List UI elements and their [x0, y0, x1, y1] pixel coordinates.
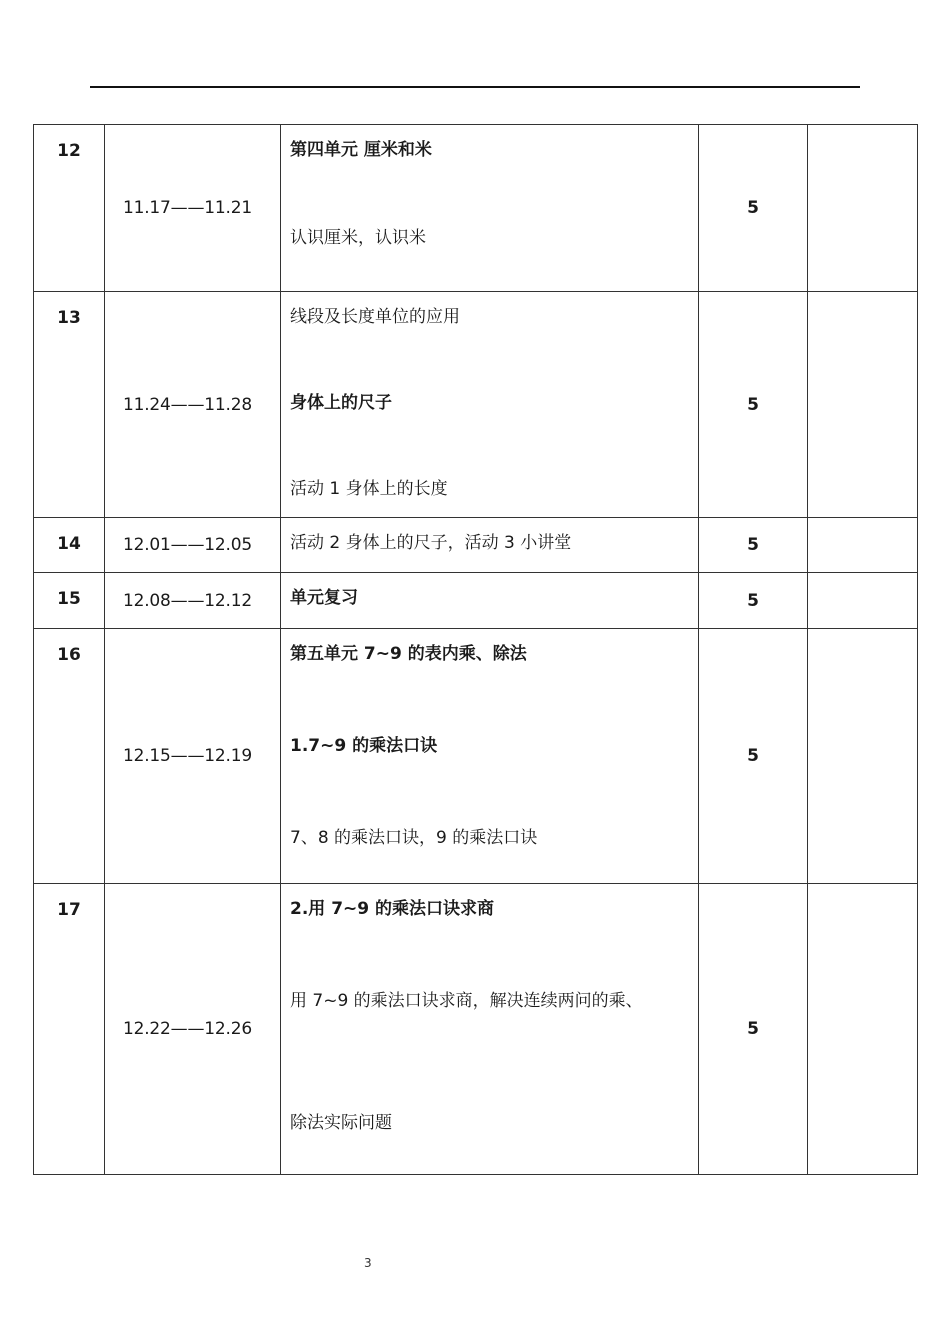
- date-range: 12.01——12.05: [105, 518, 281, 573]
- lesson-item: 线段及长度单位的应用: [290, 307, 460, 327]
- lesson-content: [281, 884, 699, 1175]
- date-range: 11.24——11.28: [105, 292, 281, 518]
- table-row-week-16: [34, 629, 918, 884]
- table-row-week-14: [34, 518, 918, 573]
- week-number: 16: [34, 629, 105, 884]
- lesson-item: 认识厘米，认识米: [290, 228, 426, 248]
- notes-cell: [808, 884, 918, 1175]
- class-hours: 5: [699, 629, 808, 884]
- date-range: 12.22——12.26: [105, 884, 281, 1175]
- table-row-week-13: [34, 292, 918, 518]
- class-hours: 5: [699, 573, 808, 629]
- teaching-schedule-table: [33, 124, 918, 1175]
- lesson-item: 活动 1 身体上的长度: [290, 479, 448, 499]
- lesson-title: 1.7~9 的乘法口诀: [290, 736, 438, 756]
- week-number: 13: [34, 292, 105, 518]
- lesson-title: 身体上的尺子: [290, 393, 392, 413]
- class-hours: 5: [699, 125, 808, 292]
- table-row-week-17: [34, 884, 918, 1175]
- lesson-item: 活动 2 身体上的尺子，活动 3 小讲堂: [290, 533, 572, 553]
- lesson-item: 用 7~9 的乘法口诀求商，解决连续两问的乘、: [290, 991, 643, 1011]
- week-number: 17: [34, 884, 105, 1175]
- table-row-week-12: [34, 125, 918, 292]
- notes-cell: [808, 518, 918, 573]
- date-range: 12.08——12.12: [105, 573, 281, 629]
- notes-cell: [808, 125, 918, 292]
- notes-cell: [808, 629, 918, 884]
- lesson-content: [281, 629, 699, 884]
- page-number: 3: [364, 1256, 372, 1270]
- class-hours: 5: [699, 292, 808, 518]
- class-hours: 5: [699, 884, 808, 1175]
- lesson-content: [281, 125, 699, 292]
- date-range: 11.17——11.21: [105, 125, 281, 292]
- header-rule: [90, 86, 860, 88]
- lesson-item: 除法实际问题: [290, 1113, 392, 1133]
- lesson-content: [281, 518, 699, 573]
- unit-title: 第四单元 厘米和米: [290, 140, 432, 160]
- lesson-item: 7、8 的乘法口诀，9 的乘法口诀: [290, 828, 538, 848]
- notes-cell: [808, 292, 918, 518]
- lesson-content: [281, 292, 699, 518]
- notes-cell: [808, 573, 918, 629]
- week-number: 14: [34, 518, 105, 573]
- table-row-week-15: [34, 573, 918, 629]
- date-range: 12.15——12.19: [105, 629, 281, 884]
- lesson-title: 单元复习: [290, 588, 358, 608]
- week-number: 15: [34, 573, 105, 629]
- lesson-title: 2.用 7~9 的乘法口诀求商: [290, 899, 495, 919]
- class-hours: 5: [699, 518, 808, 573]
- week-number: 12: [34, 125, 105, 292]
- lesson-content: [281, 573, 699, 629]
- unit-title: 第五单元 7~9 的表内乘、除法: [290, 644, 527, 664]
